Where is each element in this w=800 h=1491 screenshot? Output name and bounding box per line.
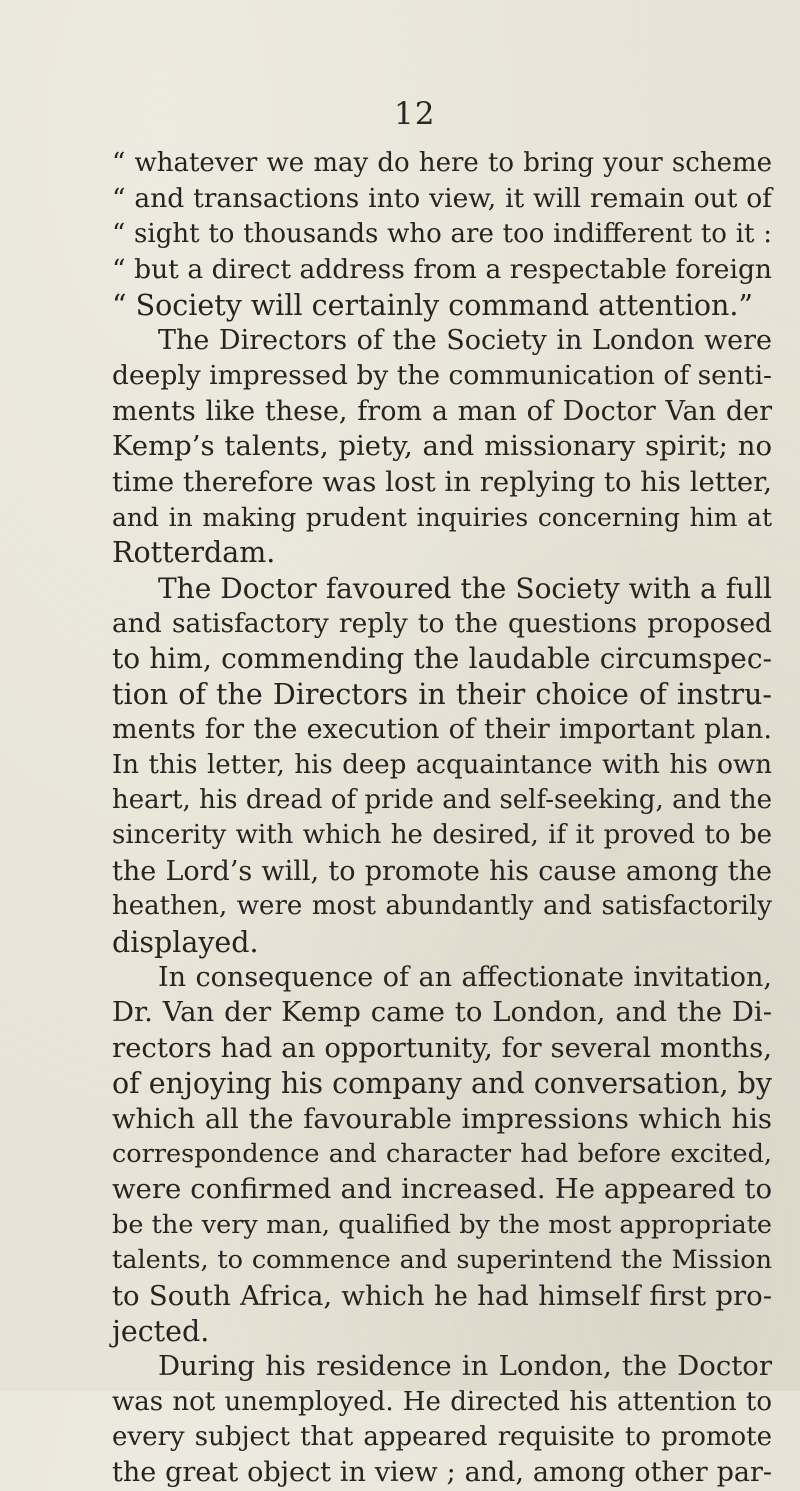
text-line: tion of the Directors in their choice of instru- — [112, 677, 772, 711]
text-line: jected. — [112, 1314, 210, 1348]
text-line: and in making prudent inquiries concerning him at — [112, 502, 772, 532]
text-line: In consequence of an affectionate invitation, — [158, 961, 772, 993]
text-line: “ but a direct address from a respectable foreign — [112, 254, 772, 286]
text-line: correspondence and character had before excited, — [112, 1138, 772, 1169]
text-line: was not unemployed. He directed his attention to — [112, 1386, 772, 1417]
text-line: sincerity with which he desired, if it proved to be — [112, 820, 772, 851]
text-line: heart, his dread of pride and self-seeking, and the — [112, 785, 772, 816]
text-line: Kemp’s talents, piety, and missionary spirit; no — [112, 430, 772, 463]
page-number: 12 — [394, 96, 436, 132]
text-line: were confirmed and increased. He appeared to — [112, 1173, 772, 1206]
text-line: rectors had an opportunity, for several months, — [112, 1031, 772, 1064]
text-line: talents, to commence and superintend the Mission — [112, 1245, 772, 1276]
text-line: to South Africa, which he had himself first pro- — [112, 1279, 772, 1312]
text-line: The Directors of the Society in London were — [158, 324, 772, 356]
text-line: “ and transactions into view, it will remain out of — [112, 183, 772, 215]
text-line: deeply impressed by the communication of senti- — [112, 360, 773, 392]
text-line: “ sight to thousands who are too indifferent to it : — [112, 218, 772, 249]
text-line: which all the favourable impressions which his — [112, 1102, 772, 1135]
text-line: “ whatever we may do here to bring your scheme — [112, 148, 772, 178]
text-line: every subject that appeared requisite to promote — [112, 1422, 772, 1453]
text-line: Dr. Van der Kemp came to London, and the Di- — [112, 996, 772, 1029]
text-line: heathen, were most abundantly and satisfactorily — [112, 891, 772, 922]
text-line: ments for the execution of their important plan. — [112, 714, 772, 746]
text-line: Rotterdam. — [112, 536, 276, 570]
text-line: the great object in view ; and, among other par- — [112, 1457, 772, 1489]
text-line: be the very man, qualified by the most appropriate — [112, 1209, 772, 1240]
text-line: During his residence in London, the Doctor — [158, 1350, 772, 1383]
text-line: displayed. — [112, 925, 259, 959]
text-line: The Doctor favoured the Society with a full — [158, 571, 772, 605]
text-line: and satisfactory reply to the questions proposed — [112, 608, 772, 640]
text-line: “ Society will certainly command attention.” — [112, 288, 753, 322]
text-line: time therefore was lost in replying to his letter, — [112, 465, 772, 498]
body-text — [112, 146, 772, 1491]
text-line: the Lord’s will, to promote his cause among the — [112, 855, 772, 887]
text-line: to him, commending the laudable circumspec- — [112, 642, 772, 676]
text-line: ments like these, from a man of Doctor Van der — [112, 395, 772, 427]
text-line: In this letter, his deep acquaintance with his own — [112, 749, 772, 780]
text-line: of enjoying his company and conversation, by — [112, 1067, 772, 1101]
